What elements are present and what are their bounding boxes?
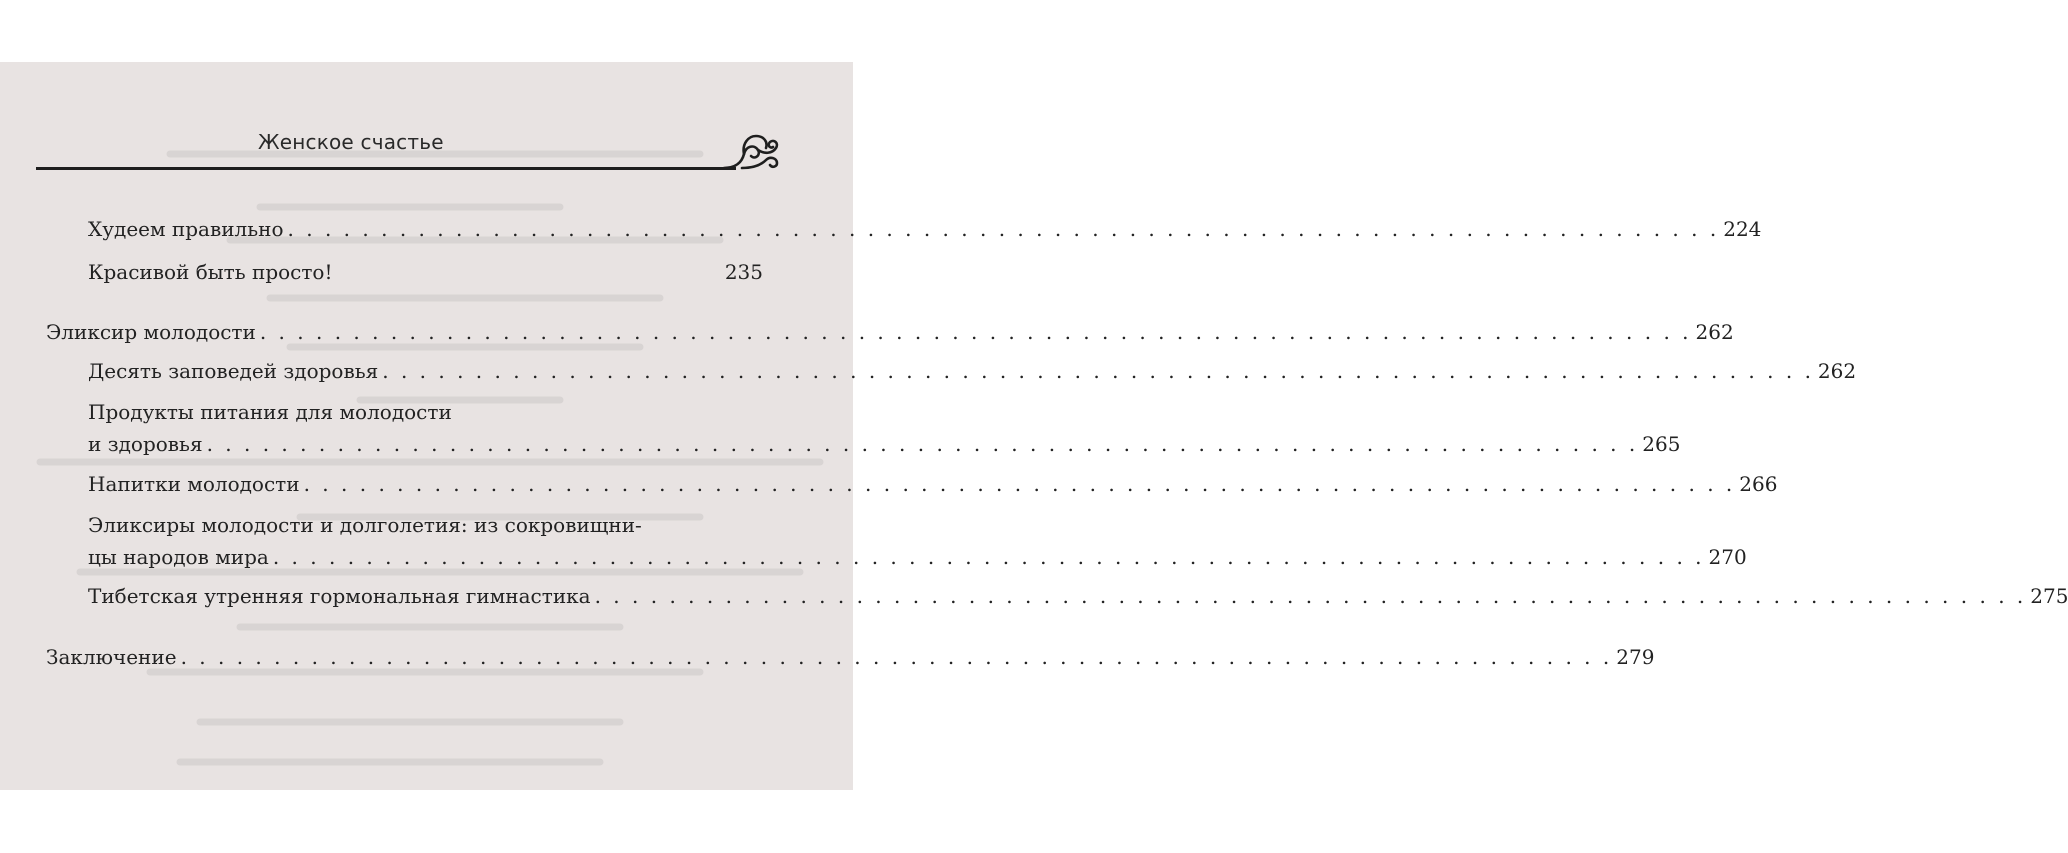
toc-page-number: 279 xyxy=(1616,645,1655,669)
toc-leader-dots: . . . . . . . . . . . . . . . . . . . . . . . . . . . . . . . . . . . . . . . . . . . . . . . . . . . . . . . . . . . . . . . . . . . . . . . . . . . . . xyxy=(287,217,1720,241)
toc-leader-dots: . . . . . . . . . . . . . . . . . . . . . . . . . . . . . . . . . . . . . . . . . . . . . . . . . . . . . . . . . . . . . . . . . . . . . . . . . . . . . xyxy=(180,645,1613,669)
toc-entry-title: Тибетская утренняя гормональная гимнастика xyxy=(88,584,591,608)
toc-page-number: 266 xyxy=(1739,472,1778,496)
toc-page-number: 275 xyxy=(2030,584,2068,608)
toc-entry xyxy=(88,260,763,284)
toc-entry xyxy=(88,217,1762,241)
toc-page-number: 235 xyxy=(724,260,763,284)
toc-entry xyxy=(88,472,1778,496)
header-rule xyxy=(36,167,736,170)
toc-entry-title: Красивой быть просто! xyxy=(88,260,333,284)
toc-entry-title: Худеем правильно xyxy=(88,217,284,241)
toc-entry xyxy=(88,545,1747,569)
swirl-ornament-icon xyxy=(722,132,782,174)
toc-leader-dots: . . . . . . . . . . . . . . . . . . . . . . . . . . . . . . . . . . . . . . . . . . . . . . . . . . . . . . . . . . . . . . . . . . . . . . . . . . . . . xyxy=(382,359,1814,383)
toc-entry xyxy=(46,645,1655,669)
toc-entry xyxy=(46,320,1734,344)
toc-page-number: 262 xyxy=(1695,320,1734,344)
toc-entry-title-line1: Эликсиры молодости и долголетия: из сокровищни- xyxy=(88,513,642,537)
toc-entry xyxy=(88,359,1857,383)
toc-page-number: 224 xyxy=(1723,217,1762,241)
toc-entry-title: Напитки молодости xyxy=(88,472,300,496)
toc-page-number: 270 xyxy=(1708,545,1747,569)
toc-leader-dots: . . . . . . . . . . . . . . . . . . . . . . . . . . . . . . . . . . . . . . . . . . . . . . . . . . . . . . . . . . . . . . . . . . . . . . . . . . . . . xyxy=(206,432,1639,456)
toc-entry xyxy=(88,432,1681,456)
toc-entry-title: и здоровья xyxy=(88,432,203,456)
toc-entry-title: Заключение xyxy=(46,645,177,669)
toc-page-number: 262 xyxy=(1817,359,1857,383)
running-header-title: Женское счастье xyxy=(258,130,444,154)
toc-page-number: 265 xyxy=(1642,432,1681,456)
toc-leader-dots: . . . . . . . . . . . . . . . . . . . . . . . . . . . . . . . . . . . . . . . . . . . . . . . . . . . . . . . . . . . . . . . . . . . . . . . . . . . . . xyxy=(259,320,1692,344)
toc-leader-dots: . . . . . . . . . . . . . . . . . . . . . . . . . . . . . . . . . . . . . . . . . . . . . . . . . . . . . . . . . . . . . . . . . . . . . . . . . . . . . xyxy=(594,584,2027,608)
toc-entry-title: цы народов мира xyxy=(88,545,269,569)
toc-entry-title: Десять заповедей здоровья xyxy=(88,359,379,383)
book-page xyxy=(0,62,2068,790)
toc-leader-dots: . . . . . . . . . . . . . . . . . . . . . . . . . . . . . . . . . . . . . . . . . . . . . . . . . . . . . . . . . . . . . . . . . . . . . . . . . . . . . xyxy=(303,472,1736,496)
toc-entry-title: Эликсир молодости xyxy=(46,320,256,344)
toc-entry xyxy=(88,584,2068,608)
toc-leader-dots: . . . . . . . . . . . . . . . . . . . . . . . . . . . . . . . . . . . . . . . . . . . . . . . . . . . . . . . . . . . . . . . . . . . . . . . . . . . . . xyxy=(272,545,1705,569)
toc-entry-title-line1: Продукты питания для молодости xyxy=(88,400,452,424)
